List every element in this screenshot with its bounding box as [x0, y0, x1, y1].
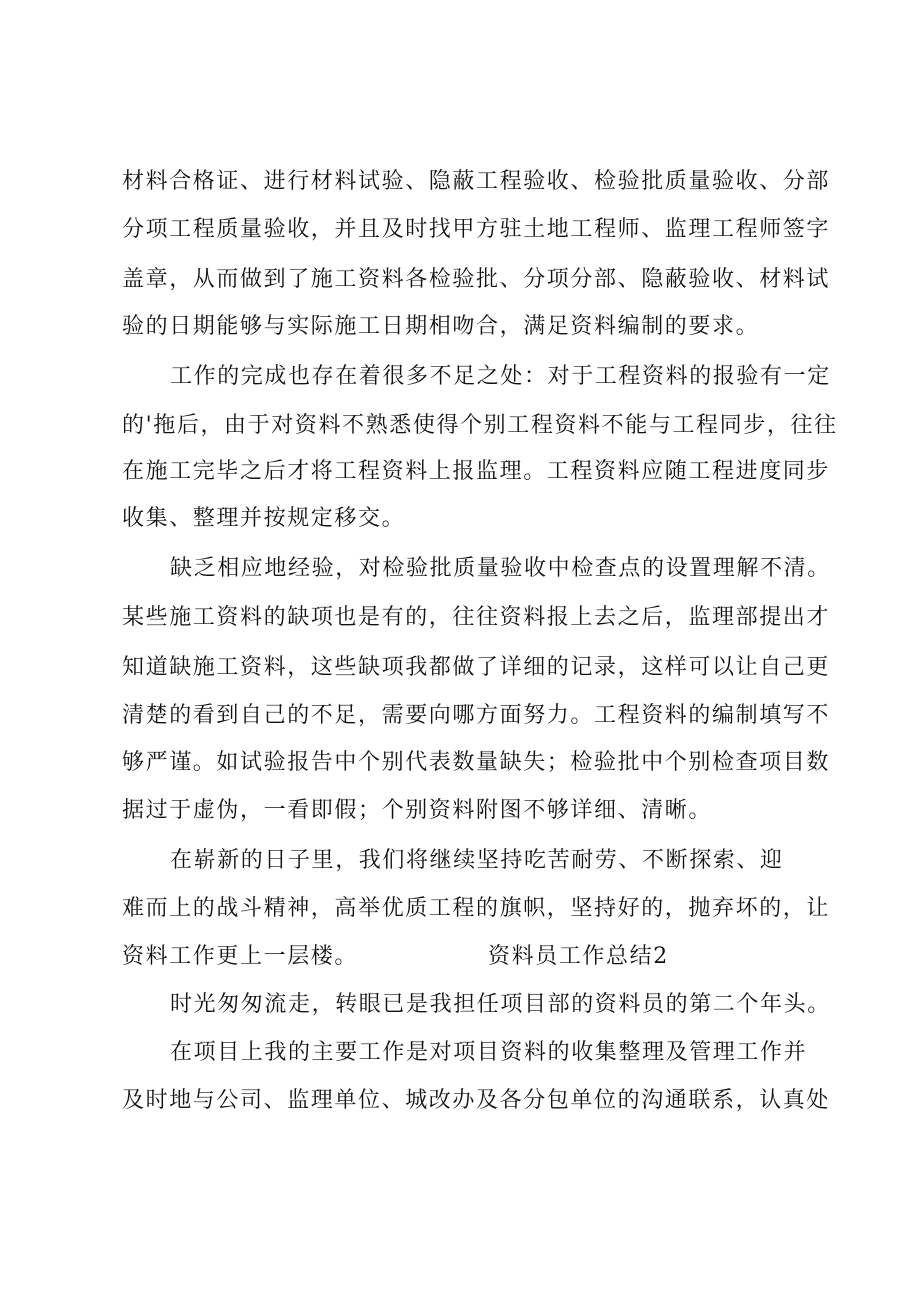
text-line: 分项工程质量验收，并且及时找甲方驻土地工程师、监理工程师签字 — [122, 217, 831, 242]
text-line: 及时地与公司、监理单位、城改办及各分包单位的沟通联系，认真处 — [122, 1088, 831, 1113]
text-line: 收集、整理并按规定移交。 — [122, 506, 406, 531]
text-line: 在项目上我的主要工作是对项目资料的收集整理及管理工作并 — [170, 1040, 808, 1065]
text-line: 验的日期能够与实际施工日期相吻合，满足资料编制的要求。 — [122, 314, 760, 339]
text-line: 缺乏相应地经验，对检验批质量验收中检查点的设置理解不清。 — [170, 556, 831, 581]
text-line: 够严谨。如试验报告中个别代表数量缺失；检验批中个别检查项目数 — [122, 750, 831, 775]
text-line: 盖章，从而做到了施工资料各检验批、分项分部、隐蔽验收、材料试 — [122, 267, 831, 292]
text-line: 工作的完成也存在着很多不足之处：对于工程资料的报验有一定 — [170, 364, 831, 389]
text-line: 材料合格证、进行材料试验、隐蔽工程验收、检验批质量验收、分部 — [122, 169, 831, 194]
text-line: 难而上的战斗精神，高举优质工程的旗帜，坚持好的，抛弃坏的，让 — [122, 896, 831, 921]
text-line: 的'拖后，由于对资料不熟悉使得个别工程资料不能与工程同步，往往 — [122, 413, 838, 438]
text-line: 资料工作更上一层楼。 — [122, 944, 359, 969]
section-title: 资料员工作总结2 — [488, 944, 669, 969]
text-line: 清楚的看到自己的不足，需要向哪方面努力。工程资料的编制填写不 — [122, 703, 831, 728]
text-line: 据过于虚伪，一看即假；个别资料附图不够详细、清晰。 — [122, 798, 713, 823]
text-line: 某些施工资料的缺项也是有的，往往资料报上去之后，监理部提出才 — [122, 605, 831, 630]
text-line-with-title — [122, 942, 822, 972]
text-line: 在施工完毕之后才将工程资料上报监理。工程资料应随工程进度同步 — [122, 459, 831, 484]
text-line: 在崭新的日子里，我们将继续坚持吃苦耐劳、不断探索、迎 — [170, 848, 784, 873]
text-line: 知道缺施工资料，这些缺项我都做了详细的记录，这样可以让自己更 — [122, 655, 831, 680]
text-line: 时光匆匆流走，转眼已是我担任项目部的资料员的第二个年头。 — [170, 992, 831, 1017]
